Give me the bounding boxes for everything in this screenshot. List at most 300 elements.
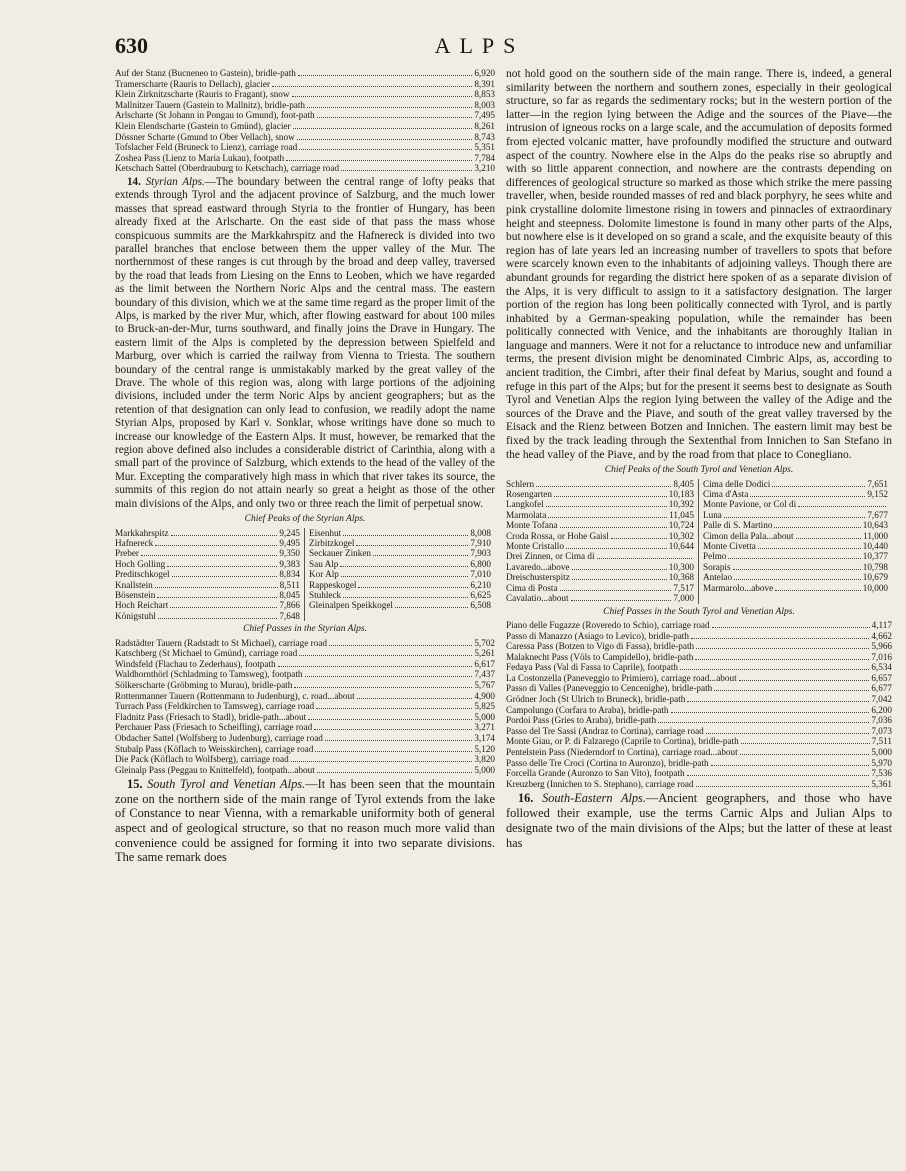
dot-leader	[341, 576, 468, 577]
item-height: 7,536	[871, 768, 892, 779]
section-title: South-Eastern Alps.	[542, 791, 646, 806]
item-height: 6,617	[474, 658, 495, 669]
item-name: Passo di Manazzo (Asiago to Levico), bridle-path	[506, 630, 689, 641]
peak-height: 9,152	[867, 489, 888, 500]
item-name: Obdacher Sattel (Wolfsberg to Judenburg), carriage road	[115, 732, 323, 743]
list-item	[506, 715, 892, 726]
peak-height: 7,910	[470, 537, 491, 548]
dot-leader	[750, 496, 865, 497]
peaks-table-south-tyrol	[506, 479, 892, 604]
dot-leader	[658, 722, 869, 723]
dot-leader	[758, 548, 861, 549]
pass-list-styrian	[115, 638, 495, 776]
peak-height: 7,866	[279, 600, 300, 611]
item-name: Die Pack (Köflach to Wolfsberg), carriage road	[115, 754, 289, 765]
dot-leader	[734, 579, 861, 580]
table-row	[115, 590, 305, 600]
table-row	[115, 611, 305, 621]
dot-leader	[272, 86, 472, 87]
list-item	[506, 705, 892, 716]
item-name: Malaknecht Pass (Völs to Campidello), bridle-path	[506, 651, 694, 662]
peak-name: Stuhleck	[309, 589, 342, 600]
list-item	[506, 673, 892, 684]
section-text: —Ancient geographers, and those who have followed their example, use the terms Carnic Alps and Julian Alps to designate two of the main divisions of the Alps; but the latter of these at least has	[506, 791, 892, 850]
peak-name: Dreischusterspitz	[506, 572, 570, 583]
peak-height: 10,440	[862, 541, 888, 552]
list-item	[115, 79, 495, 90]
dot-leader	[343, 597, 468, 598]
list-item	[506, 652, 892, 663]
item-name: Sölkerscharte (Gröbming to Murau), bridle-path	[115, 679, 293, 690]
list-item	[115, 691, 495, 702]
table-row	[305, 548, 495, 558]
item-name: Tofslacher Feld (Bruneck to Lienz), carriage road	[115, 142, 298, 153]
table-row	[115, 569, 305, 579]
list-item	[115, 733, 495, 744]
section-title: Styrian Alps.	[145, 175, 205, 188]
right-column	[506, 68, 892, 851]
peak-height: 8,511	[279, 579, 300, 590]
dot-leader	[611, 538, 667, 539]
list-item	[115, 765, 495, 776]
dot-leader	[329, 645, 472, 646]
dot-leader	[566, 548, 667, 549]
dot-leader	[712, 627, 870, 628]
peak-height: 7,648	[279, 610, 300, 621]
table-row	[699, 562, 892, 572]
dot-leader	[798, 506, 886, 507]
table-row	[115, 528, 305, 538]
table-row	[305, 569, 495, 579]
dot-leader	[772, 486, 865, 487]
peak-name: Eisenhut	[309, 527, 342, 538]
item-name: Stubalp Pass (Köflach to Weisskirchen), carriage road	[115, 743, 314, 754]
item-name: Pordoi Pass (Gries to Araba), bridle-path	[506, 715, 657, 726]
table-caption: Chief Peaks of the South Tyrol and Venetian Alps.	[604, 465, 794, 476]
item-name: Campolungo (Corfara to Araba), bridle-path	[506, 704, 669, 715]
item-name: Ketschach Sattel (Oberdrauburg to Ketschach), carriage road	[115, 163, 340, 174]
item-height: 6,534	[871, 662, 892, 673]
peak-height: 6,508	[470, 600, 491, 611]
peak-name: Marmolata	[506, 509, 547, 520]
peak-name: Cimon della Pala...about	[703, 530, 794, 541]
item-height: 4,900	[474, 690, 495, 701]
list-item	[115, 100, 495, 111]
item-name: Passo delle Tre Croci (Cortina to Auronzo), bridle-path	[506, 757, 709, 768]
dot-leader	[298, 75, 472, 76]
dot-leader	[286, 160, 472, 161]
item-name: Monte Giau, or P. di Falzarego (Caprile to Cortina), bridle-path	[506, 736, 739, 747]
table-row	[115, 538, 305, 548]
item-name: Fedaya Pass (Val di Fassa to Caprile), footpath	[506, 662, 678, 673]
list-item	[506, 747, 892, 758]
item-height: 7,042	[871, 694, 892, 705]
pass-list-south-tyrol	[506, 620, 892, 790]
peak-name: Langkofel	[506, 499, 544, 510]
peak-name: Sorapis	[703, 561, 731, 572]
peak-name: Pelmo	[703, 551, 727, 562]
dot-leader	[317, 117, 473, 118]
list-item	[115, 754, 495, 765]
list-item	[115, 638, 495, 649]
item-name: Forcella Grande (Auronzo to San Vito), footpath	[506, 768, 685, 779]
peak-height: 10,368	[668, 572, 694, 583]
table-caption: Chief Peaks of the Styrian Alps.	[244, 514, 366, 525]
table-row	[506, 489, 699, 499]
table-row	[506, 583, 699, 593]
table-caption: Chief Passes in the South Tyrol and Venetian Alps.	[603, 606, 795, 617]
item-height: 8,003	[474, 99, 495, 110]
peak-height: 10,679	[862, 572, 888, 583]
section-text: —The boundary between the central range of lofty peaks that extends through Tyrol and the adjacent province of Salzburg, and the much lower masses that spread eastward through Styria to the frontier of Hungary, has been already fixed at the Arlscharte. On the east side of that pass the mass whose conspicuous summits are the Markkahrspitz and the Hafnereck is divided into two parallel branches that enclose between them the upper valley of the Mur. The northernmost of these ranges is cut through by the broad and deep valley, traversed by the road that leads from Liesing on the Enns to Leoben, which we have regarded as the limit between the Northern Noric Alps and the central mass. The eastern boundary of this division, which we at the same time regard as the proper limit of the Alps, is marked by the river Mur, which, after flowing eastward for about 100 miles to Bruck-an-der-Mur, turns southward, and finally joins the Drave in Hungary. The eastern limit of the Alps is completed by the depression between Spielfeld and Marburg, over which is carried the railway from Vienna to Triesta. The southern boundary of the central range is unmistakably marked by the great valley of the Drave. The whole of this region was, along with large portions of the adjoining divisions, included under the term Noric Alps by ancient geographers; but as the retention of that designation can only lead to confusion, we readily adopt the name Styrian Alps, proposed by Karl v. Sonklar, whose writings have done so much to increase our knowledge of the Eastern Alps. It must, however, be remarked that the region above defined also includes a considerable district of Carinthia, along with a small part of the province of Salzburg, which extends to the head of the valley of the Mur. Excepting the comparatively high mass in which that river takes its source, the summits of this region do not attain nearly so great a height as those of the other main divisions of the Alps, and only two or three reach the limit of perpetual snow.	[115, 175, 496, 510]
list-item	[115, 712, 495, 723]
item-height: 5,702	[474, 637, 495, 648]
table-caption: Chief Passes in the Styrian Alps.	[243, 624, 367, 635]
peak-name: Monte Pavione, or Col di	[703, 499, 797, 510]
item-name: La Costonzella (Paneveggio to Primiero), carriage road...about	[506, 672, 737, 683]
table-row	[115, 559, 305, 569]
item-name: Katschberg (St Michael to Gmünd), carriage road	[115, 648, 298, 659]
list-item	[115, 142, 495, 153]
dot-leader	[340, 566, 468, 567]
item-height: 5,351	[474, 142, 495, 153]
peak-name: Preber	[115, 548, 139, 559]
item-height: 7,437	[474, 669, 495, 680]
item-name: Pentelstein Pass (Niederndorf to Cortina), carriage road...about	[506, 747, 738, 758]
peak-height: 10,798	[862, 561, 888, 572]
peak-name: Rappeskogel	[309, 579, 357, 590]
dot-leader	[687, 701, 869, 702]
dot-leader	[297, 139, 473, 140]
dot-leader	[171, 535, 278, 536]
item-name: Arlscharte (St Johann in Pongau to Gmund), foot-path	[115, 110, 315, 121]
list-item	[115, 659, 495, 670]
peak-height: 7,903	[470, 548, 491, 559]
peak-name: Monte Cristallo	[506, 541, 564, 552]
peak-height: 9,350	[279, 548, 300, 559]
dot-leader	[572, 579, 667, 580]
list-item	[506, 683, 892, 694]
peak-height: 10,724	[668, 520, 694, 531]
item-height: 7,016	[871, 651, 892, 662]
dot-leader	[695, 659, 869, 660]
item-name: Gleinalp Pass (Peggau to Knittelfeld), footpath...about	[115, 764, 315, 775]
item-name: Auf der Stanz (Bucneneo to Gastein), bridle-path	[115, 68, 296, 78]
list-item	[115, 153, 495, 164]
table-row	[305, 528, 495, 538]
table-row	[699, 551, 892, 561]
dot-leader	[291, 761, 473, 762]
peak-name: Schlern	[506, 478, 535, 489]
dot-leader	[554, 496, 667, 497]
item-name: Piano delle Fugazze (Roveredo to Schio), carriage road	[506, 619, 710, 630]
item-name: Passo del Tre Sassi (Andraz to Cortina), carriage road	[506, 725, 704, 736]
dot-leader	[307, 107, 472, 108]
peak-height: 7,651	[867, 478, 888, 489]
dot-leader	[536, 486, 671, 487]
table-row	[506, 520, 699, 530]
dot-leader	[141, 555, 277, 556]
dot-leader	[696, 786, 870, 787]
peak-height: 7,010	[470, 569, 491, 580]
dot-leader	[299, 655, 472, 656]
peak-name: Rosengarten	[506, 489, 552, 500]
table-row	[699, 489, 892, 499]
peak-height: 10,000	[862, 582, 888, 593]
dot-leader	[714, 690, 869, 691]
peak-name: Bösenstein	[115, 589, 156, 600]
peak-name: Monte Tofana	[506, 520, 558, 531]
table-row	[699, 520, 892, 530]
peak-name: Cima delle Dodici	[703, 478, 771, 489]
dot-leader	[373, 555, 468, 556]
item-height: 3,210	[474, 163, 495, 174]
table-row	[305, 580, 495, 590]
item-name: Mallnitzer Tauern (Gastein to Mallnitz), bridle-path	[115, 99, 306, 110]
dot-leader	[316, 708, 472, 709]
peak-height: 7,517	[673, 582, 694, 593]
peak-name: Luna	[703, 509, 722, 520]
dot-leader	[292, 96, 473, 97]
list-item	[506, 662, 892, 673]
item-height: 4,662	[871, 630, 892, 641]
peak-name: Marmarolo...above	[703, 582, 774, 593]
section-title: South Tyrol and Venetian Alps.	[147, 777, 306, 792]
list-item	[506, 779, 892, 790]
dot-leader	[155, 545, 277, 546]
dot-leader	[560, 527, 667, 528]
peak-height: 10,644	[668, 541, 694, 552]
item-name: Passo di Valles (Paneveggio to Cencenighe), bridle-path	[506, 683, 713, 694]
list-item	[506, 736, 892, 747]
table-row	[506, 531, 699, 541]
peak-height: 8,008	[470, 527, 491, 538]
peak-name: Drei Zinnen, or Cima di	[506, 551, 595, 562]
page-title: ALPS	[434, 33, 525, 58]
item-name: Dössner Scharte (Gmund to Ober Vellach), snow	[115, 131, 295, 142]
item-name: Grödner Joch (St Ulrich to Bruneck), bridle-path	[506, 694, 686, 705]
item-height: 6,200	[871, 704, 892, 715]
item-name: Kreuzberg (Innichen to S. Stephano), carriage road	[506, 778, 694, 789]
peak-height: 10,183	[668, 489, 694, 500]
left-column	[115, 68, 495, 865]
item-height: 5,261	[474, 648, 495, 659]
dot-leader	[299, 149, 472, 150]
dot-leader	[572, 569, 667, 570]
dot-leader	[696, 648, 869, 649]
running-header	[115, 33, 844, 59]
peaks-table-styrian	[115, 528, 495, 622]
item-height: 7,784	[474, 152, 495, 163]
peak-height: 6,625	[470, 589, 491, 600]
table-row	[506, 479, 699, 489]
peak-height: 7,000	[673, 593, 694, 604]
peak-height: 8,834	[279, 569, 300, 580]
dot-leader	[278, 666, 473, 667]
item-height: 3,820	[474, 754, 495, 765]
dot-leader	[293, 128, 473, 129]
table-row	[699, 499, 892, 509]
item-name: Tramerscharte (Rauris to Dellach), glacier	[115, 78, 271, 89]
page-number: 630	[115, 33, 148, 58]
list-item	[115, 68, 495, 79]
peak-height: 10,643	[862, 520, 888, 531]
list-item	[506, 631, 892, 642]
dot-leader	[724, 517, 865, 518]
peak-name: Cavalatio...about	[506, 593, 569, 604]
peak-height: 8,405	[673, 478, 694, 489]
peak-name: Hafnereck	[115, 537, 154, 548]
peak-name: Palle di S. Martino	[703, 520, 773, 531]
item-name: Fladnitz Pass (Friesach to Stadl), bridle-path...about	[115, 711, 307, 722]
item-height: 7,495	[474, 110, 495, 121]
dot-leader	[741, 743, 870, 744]
dot-leader	[172, 576, 278, 577]
table-row	[699, 593, 892, 603]
peak-height: 10,300	[668, 561, 694, 572]
peak-height: 9,383	[279, 558, 300, 569]
item-height: 8,391	[474, 78, 495, 89]
peak-name: Preditschkogel	[115, 569, 170, 580]
table-row	[699, 479, 892, 489]
dot-leader	[167, 566, 277, 567]
section-number: 15.	[127, 777, 143, 792]
peak-name: Monte Civetta	[703, 541, 756, 552]
item-height: 5,767	[474, 679, 495, 690]
dot-leader	[155, 587, 278, 588]
item-name: Turrach Pass (Feldkirchen to Tamsweg), carriage road	[115, 701, 315, 712]
dot-leader	[671, 712, 870, 713]
peak-height: 10,302	[668, 530, 694, 541]
table-row	[305, 600, 495, 610]
peak-name: Hoch Reichart	[115, 600, 169, 611]
dot-leader	[325, 740, 472, 741]
item-height: 6,920	[474, 68, 495, 78]
item-height: 5,000	[474, 711, 495, 722]
dot-leader	[357, 698, 473, 699]
dot-leader	[343, 535, 468, 536]
table-row	[115, 548, 305, 558]
list-item	[506, 641, 892, 652]
dot-leader	[341, 170, 472, 171]
peak-height: 9,495	[279, 537, 300, 548]
table-row	[506, 510, 699, 520]
dot-leader	[158, 618, 277, 619]
dot-leader	[711, 765, 870, 766]
item-height: 6,677	[871, 683, 892, 694]
dot-leader	[680, 669, 869, 670]
section-14	[115, 176, 495, 511]
peak-height: 6,210	[470, 579, 491, 590]
list-item	[506, 726, 892, 737]
list-item	[115, 722, 495, 733]
list-item	[115, 669, 495, 680]
section-number: 16.	[518, 791, 534, 806]
list-item	[506, 768, 892, 779]
dot-leader	[170, 607, 277, 608]
peak-height: 6,800	[470, 558, 491, 569]
peak-height: 11,000	[863, 530, 888, 541]
table-row	[506, 593, 699, 603]
item-name: Caressa Pass (Botzen to Vigo di Fassa), bridle-path	[506, 641, 695, 652]
dot-leader	[546, 506, 667, 507]
list-item	[506, 694, 892, 705]
item-height: 5,000	[474, 764, 495, 775]
table-row	[506, 572, 699, 582]
item-height: 8,261	[474, 120, 495, 131]
item-height: 7,511	[871, 736, 892, 747]
item-name: Perchauer Pass (Friesach to Scheifling), carriage road	[115, 722, 313, 733]
item-name: Klein Elendscharte (Gastein to Gmünd), glacier	[115, 120, 291, 131]
pass-list-hohe-tauern	[115, 68, 495, 174]
table-row	[506, 562, 699, 572]
dot-leader	[395, 607, 468, 608]
list-item	[115, 680, 495, 691]
dot-leader	[740, 754, 870, 755]
peak-height: 10,392	[668, 499, 694, 510]
dot-leader	[687, 775, 870, 776]
section-text: —It has been seen that the mountain zone on the northern side of the main range of Tyrol extends from the lake of Constance to near Vienna, with a remarkable uniformity both of general aspect and of geological structure, so that no reason much more valid than convenience could be assigned for forming it into two separate divisions. The same remark does	[115, 777, 495, 865]
table-row	[506, 499, 699, 509]
dot-leader	[157, 597, 277, 598]
item-name: Klein Zirknitzscharte (Rauris to Fragant), snow	[115, 89, 290, 100]
table-row	[305, 590, 495, 600]
table-row	[305, 538, 495, 548]
table-row	[506, 551, 699, 561]
section-15-continued: not hold good on the southern side of the main range. There is, indeed, a general similarity between the northern and southern zones, especially in their geological structure, so far as regards the sedimentary rocks; but in the western portion of the latter—in the region lying between the Adige and the sources of the Piave—the intrusion of igneous rocks on a large scale, and the accumulation of deposits formed from ejected volcanic matter, have profoundly modified the structure and outward aspect of the country. Nowhere else in the Alps do the peaks rise so abruptly and with so little apparent connection, and nowhere are the contrasts depending on differences of geological structure so marked as those which strike the mere passing traveller, when, beside rounded masses of red and black porphyry, he sees white and pink crystalline dolomite limestone rising in towers and pinnacles of extraordinary height and steepness. Dolomite limestone is found in many other parts of the Alps, but nowhere else is it developed on so grand a scale, and the exquisite beauty of this region has of late years led an increasing number of travellers to spots that before were scarcely known even to the inhabitants of adjoining valleys. Though there are abundant grounds for regarding the district here spoken of as a separate division of the Alps, it is very difficult to assign to it a satisfactory designation. The larger portion of the region has long been politically connected with Tyrol, and is partly inhabited by a German-speaking population, while the remainder has been politically connected with Venice, and the inhabitants are thoroughly Italian in language and manners. Were it not for a reluctance to introduce new and unfamiliar terms, the present division might be denominated Cimbric Alps, as, according to ancient tradition, the Cimbri, after their final defeat by Marius, sought and found a refuge in this part of the Alps; but for the present it seems best to designate as South Tyrol and Venetian Alps the region lying between the valley of the Adige and the sources of the Drave and the Piave, and south of the great valley traversed by the Eisack and the Rienz between Botzen and Innichen. The eastern limit may best be fixed by the track leading through the Sextenthal from Innichen to San Stefano in the head valley of the Piave, and by the road from that place to Conegliano.	[506, 68, 892, 461]
dot-leader	[548, 517, 667, 518]
item-name: Rottenmanner Tauern (Rottenmann to Judenburg), c. road...about	[115, 690, 355, 701]
section-16	[506, 791, 892, 850]
section-15	[115, 777, 495, 865]
peak-name: Gleinalpen Speikkogel	[309, 600, 393, 611]
peak-name: Cima di Posta	[506, 582, 558, 593]
peak-name: Kor Alp	[309, 569, 339, 580]
item-height: 5,970	[871, 757, 892, 768]
peak-height: 7,677	[867, 509, 888, 520]
table-row	[699, 531, 892, 541]
dot-leader	[733, 569, 861, 570]
peak-name: Cima d'Asta	[703, 489, 749, 500]
peak-name: Markkahrspitz	[115, 527, 169, 538]
dot-leader	[706, 733, 870, 734]
list-item	[115, 89, 495, 100]
peak-height: 9,245	[279, 527, 300, 538]
dot-leader	[317, 772, 473, 773]
table-row	[115, 580, 305, 590]
list-item	[506, 758, 892, 769]
dot-leader	[796, 538, 861, 539]
list-item	[115, 163, 495, 174]
peak-name: Zirbitzkogel	[309, 537, 355, 548]
item-height: 6,657	[871, 672, 892, 683]
table-row	[305, 559, 495, 569]
item-height: 5,966	[871, 641, 892, 652]
item-name: Radstädter Tauern (Radstadt to St Michael), carriage road	[115, 637, 327, 648]
table-row	[699, 510, 892, 520]
peak-name: Lavaredo...above	[506, 561, 570, 572]
item-height: 8,743	[474, 131, 495, 142]
dot-leader	[560, 590, 672, 591]
peak-name: Königstuhl	[115, 610, 156, 621]
peak-height: 11,045	[669, 509, 694, 520]
peak-name: Knallstein	[115, 579, 153, 590]
dot-leader	[315, 751, 472, 752]
item-height: 5,825	[474, 701, 495, 712]
peak-name: Antelao	[703, 572, 733, 583]
dot-leader	[739, 680, 870, 681]
list-item	[115, 132, 495, 143]
